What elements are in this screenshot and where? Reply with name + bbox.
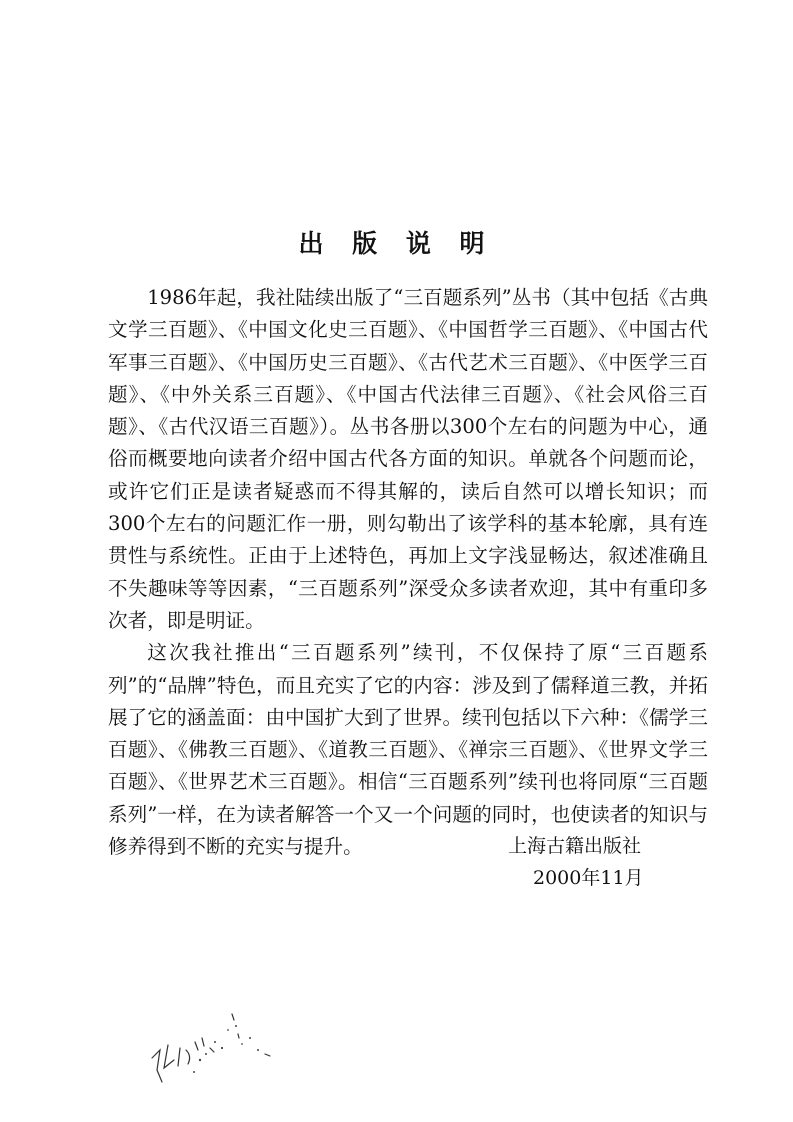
paragraph-1: 1986年起，我社陆续出版了“三百题系列”丛书（其中包括《古典文学三百题》、《中国文化史三百题》、《中国哲学三百题》、《中国古代军事三百题》、《中国历史三百题》、《古代艺术三百题》、《中医学三百题》、《中外关系三百题》、《中国古代法律三百题》、《社会风俗三百题》、《古代汉语三百题》）。丛书各册以300个左右的问题为中心，通俗而概要地向读者介绍中国古代各方面的知识。单就各个问题而论，或许它们正是读者疑惑而不得其解的，读后自然可以增长知识；而300个左右的问题汇作一册，则勾勒出了该学科的基本轮廓，具有连贯性与系统性。正由于上述特色，再加上文字浅显畅达，叙述准确且不失趣味等等因素，“三百题系列”深受众多读者欢迎，其中有重印多次者，即是明证。 (108, 286, 708, 632)
handwritten-mark-icon (140, 990, 290, 1100)
body-text (108, 282, 708, 863)
publisher-signature: 上海古籍出版社 (508, 835, 642, 857)
publication-date: 2000年11月 (533, 867, 644, 889)
page-title: 出 版 说 明 (298, 229, 495, 258)
paragraph-2: 这次我社推出“三百题系列”续刊，不仅保持了原“三百题系列”的“品牌”特色，而且充实了它的内容：涉及到了儒释道三教，并拓展了它的涵盖面：由中国扩大到了世界。续刊包括以下六种：《儒学三百题》、《佛教三百题》、《道教三百题》、《禅宗三百题》、《世界文学三百题》、《世界艺术三百题》。相信“三百题系列”续刊也将同原“三百题系列”一样，在为读者解答一个又一个问题的同时，也使读者的知识与修养得到不断的充实与提升。 (108, 641, 708, 859)
